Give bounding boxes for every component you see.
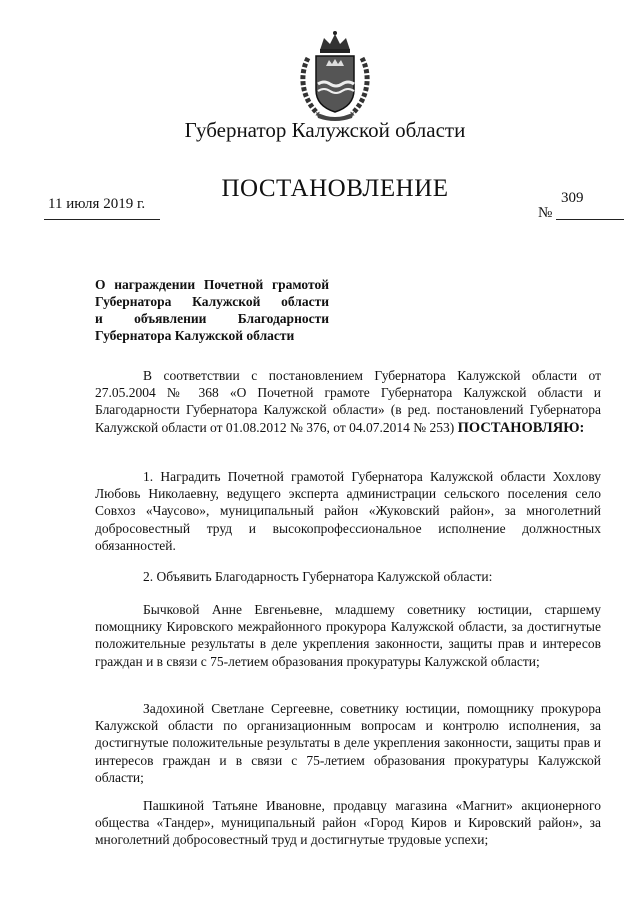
- date-underline: [44, 219, 160, 220]
- coat-of-arms-emblem-icon: [296, 28, 374, 122]
- issuer-title: Губернатор Калужской области: [184, 118, 466, 142]
- recipient-3-text: Пашкиной Татьяне Ивановне, продавцу магазина «Магнит» акционерного общества «Тандер», муниципальный район «Город Киров и Кировский район», за многолетний добросовестный труд и достигнутые трудовые успехи;: [95, 798, 601, 848]
- recipient-3-paragraph: [95, 797, 601, 849]
- document-number: 309: [561, 190, 584, 206]
- item-2-text: 2. Объявить Благодарность Губернатора Калужской области:: [143, 569, 493, 584]
- preamble-paragraph: [95, 367, 601, 437]
- preamble-text: В соответствии с постановлением Губернатора Калужской области от 27.05.2004 № 368 «О Почетной грамоте Губернатора Калужской области и Благодарности Губернатора Калужской области» (в ред. постановлений Губернатора Калужской области от 01.08.2012 № 376, от 04.07.2014 № 253): [95, 368, 601, 435]
- subject-line: О награждении Почетной грамотой: [95, 277, 329, 292]
- recipient-1-paragraph: [95, 601, 601, 670]
- document-subject: [95, 276, 329, 344]
- recipient-2-paragraph: [95, 700, 601, 786]
- item-1-paragraph: [95, 468, 601, 554]
- item-2-paragraph: [95, 568, 601, 585]
- subject-line: Губернатора Калужской области: [95, 294, 329, 309]
- item-1-text: 1. Наградить Почетной грамотой Губернатора Калужской области Хохлову Любовь Николаевну, ведущего эксперта администрации сельского поселения село Совхоз «Чаусово», муниципальный район «Жуковский район», за многолетний добросовестный труд и высокопрофессиональное исполнение должностных обязанностей.: [95, 469, 601, 553]
- number-underline: [556, 219, 624, 220]
- document-type-heading: ПОСТАНОВЛЕНИЕ: [221, 175, 449, 202]
- subject-line: Губернатора Калужской области: [95, 328, 295, 343]
- decree-word: ПОСТАНОВЛЯЮ:: [457, 419, 585, 436]
- number-sign: №: [538, 205, 553, 221]
- document-date: 11 июля 2019 г.: [48, 196, 146, 212]
- recipient-2-text: Задохиной Светлане Сергеевне, советнику юстиции, помощнику прокурора Калужской области по организационным вопросам и контролю исполнения, за достигнутые положительные результаты в деле укрепления законности, защиты прав и интересов граждан и в связи с 75-летием образования прокуратуры Калужской области;: [95, 701, 601, 785]
- recipient-1-text: Бычковой Анне Евгеньевне, младшему советнику юстиции, старшему помощнику Кировского межрайонного прокурора Калужской области, за достигнутые положительные результаты в деле укрепления законности, защиты прав и интересов граждан и в связи с 75-летием образования прокуратуры Калужской области;: [95, 602, 601, 669]
- subject-line: и объявлении Благодарности: [95, 311, 329, 326]
